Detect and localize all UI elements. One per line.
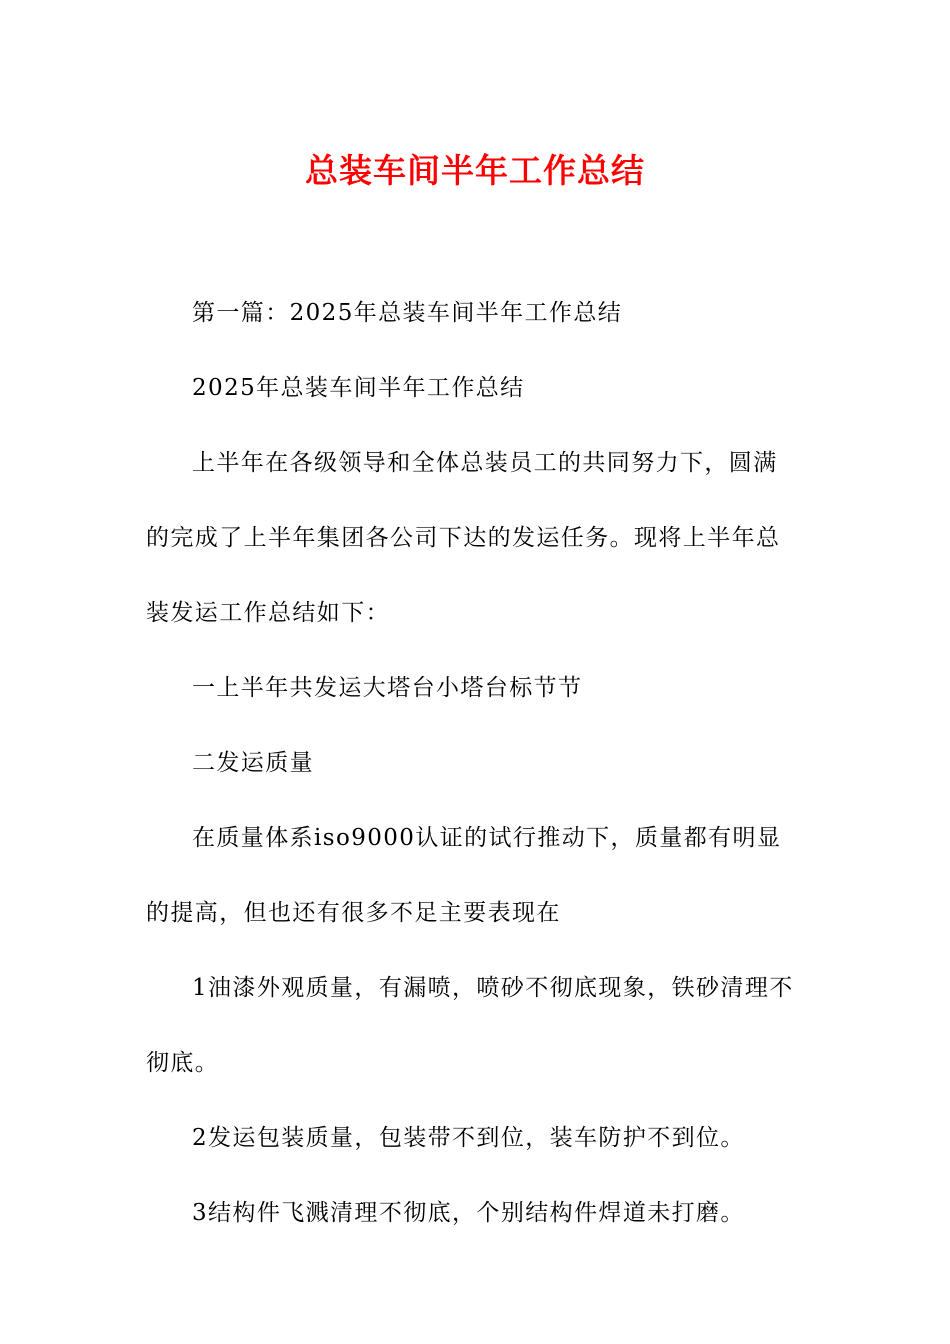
paragraph-quality-summary: 在质量体系iso9000认证的试行推动下，质量都有明显的提高，但也还有很多不足主要表现在 <box>146 825 782 926</box>
paragraph-intro: 上半年在各级领导和全体总装员工的共同努力下，圆满的完成了上半年集团各公司下达的发运任务。现将上半年总装发运工作总结如下： <box>146 450 781 626</box>
paragraph-item-1: 1油漆外观质量，有漏喷，喷砂不彻底现象，铁砂清理不彻底。 <box>146 975 794 1076</box>
paragraph-part-heading: 第一篇：2025年总装车间半年工作总结 <box>192 300 623 326</box>
paragraph-item-2: 2发运包装质量，包装带不到位，装车防护不到位。 <box>192 1125 745 1151</box>
paragraph-item-3: 3结构件飞溅清理不彻底，个别结构件焊道未打磨。 <box>192 1200 745 1226</box>
paragraph-section-one: 一上半年共发运大塔台小塔台标节节 <box>192 675 583 701</box>
document-title: 总装车间半年工作总结 <box>305 151 645 190</box>
paragraph-subtitle: 2025年总装车间半年工作总结 <box>192 375 525 401</box>
paragraph-section-two: 二发运质量 <box>192 750 314 776</box>
document-body <box>146 276 796 1251</box>
